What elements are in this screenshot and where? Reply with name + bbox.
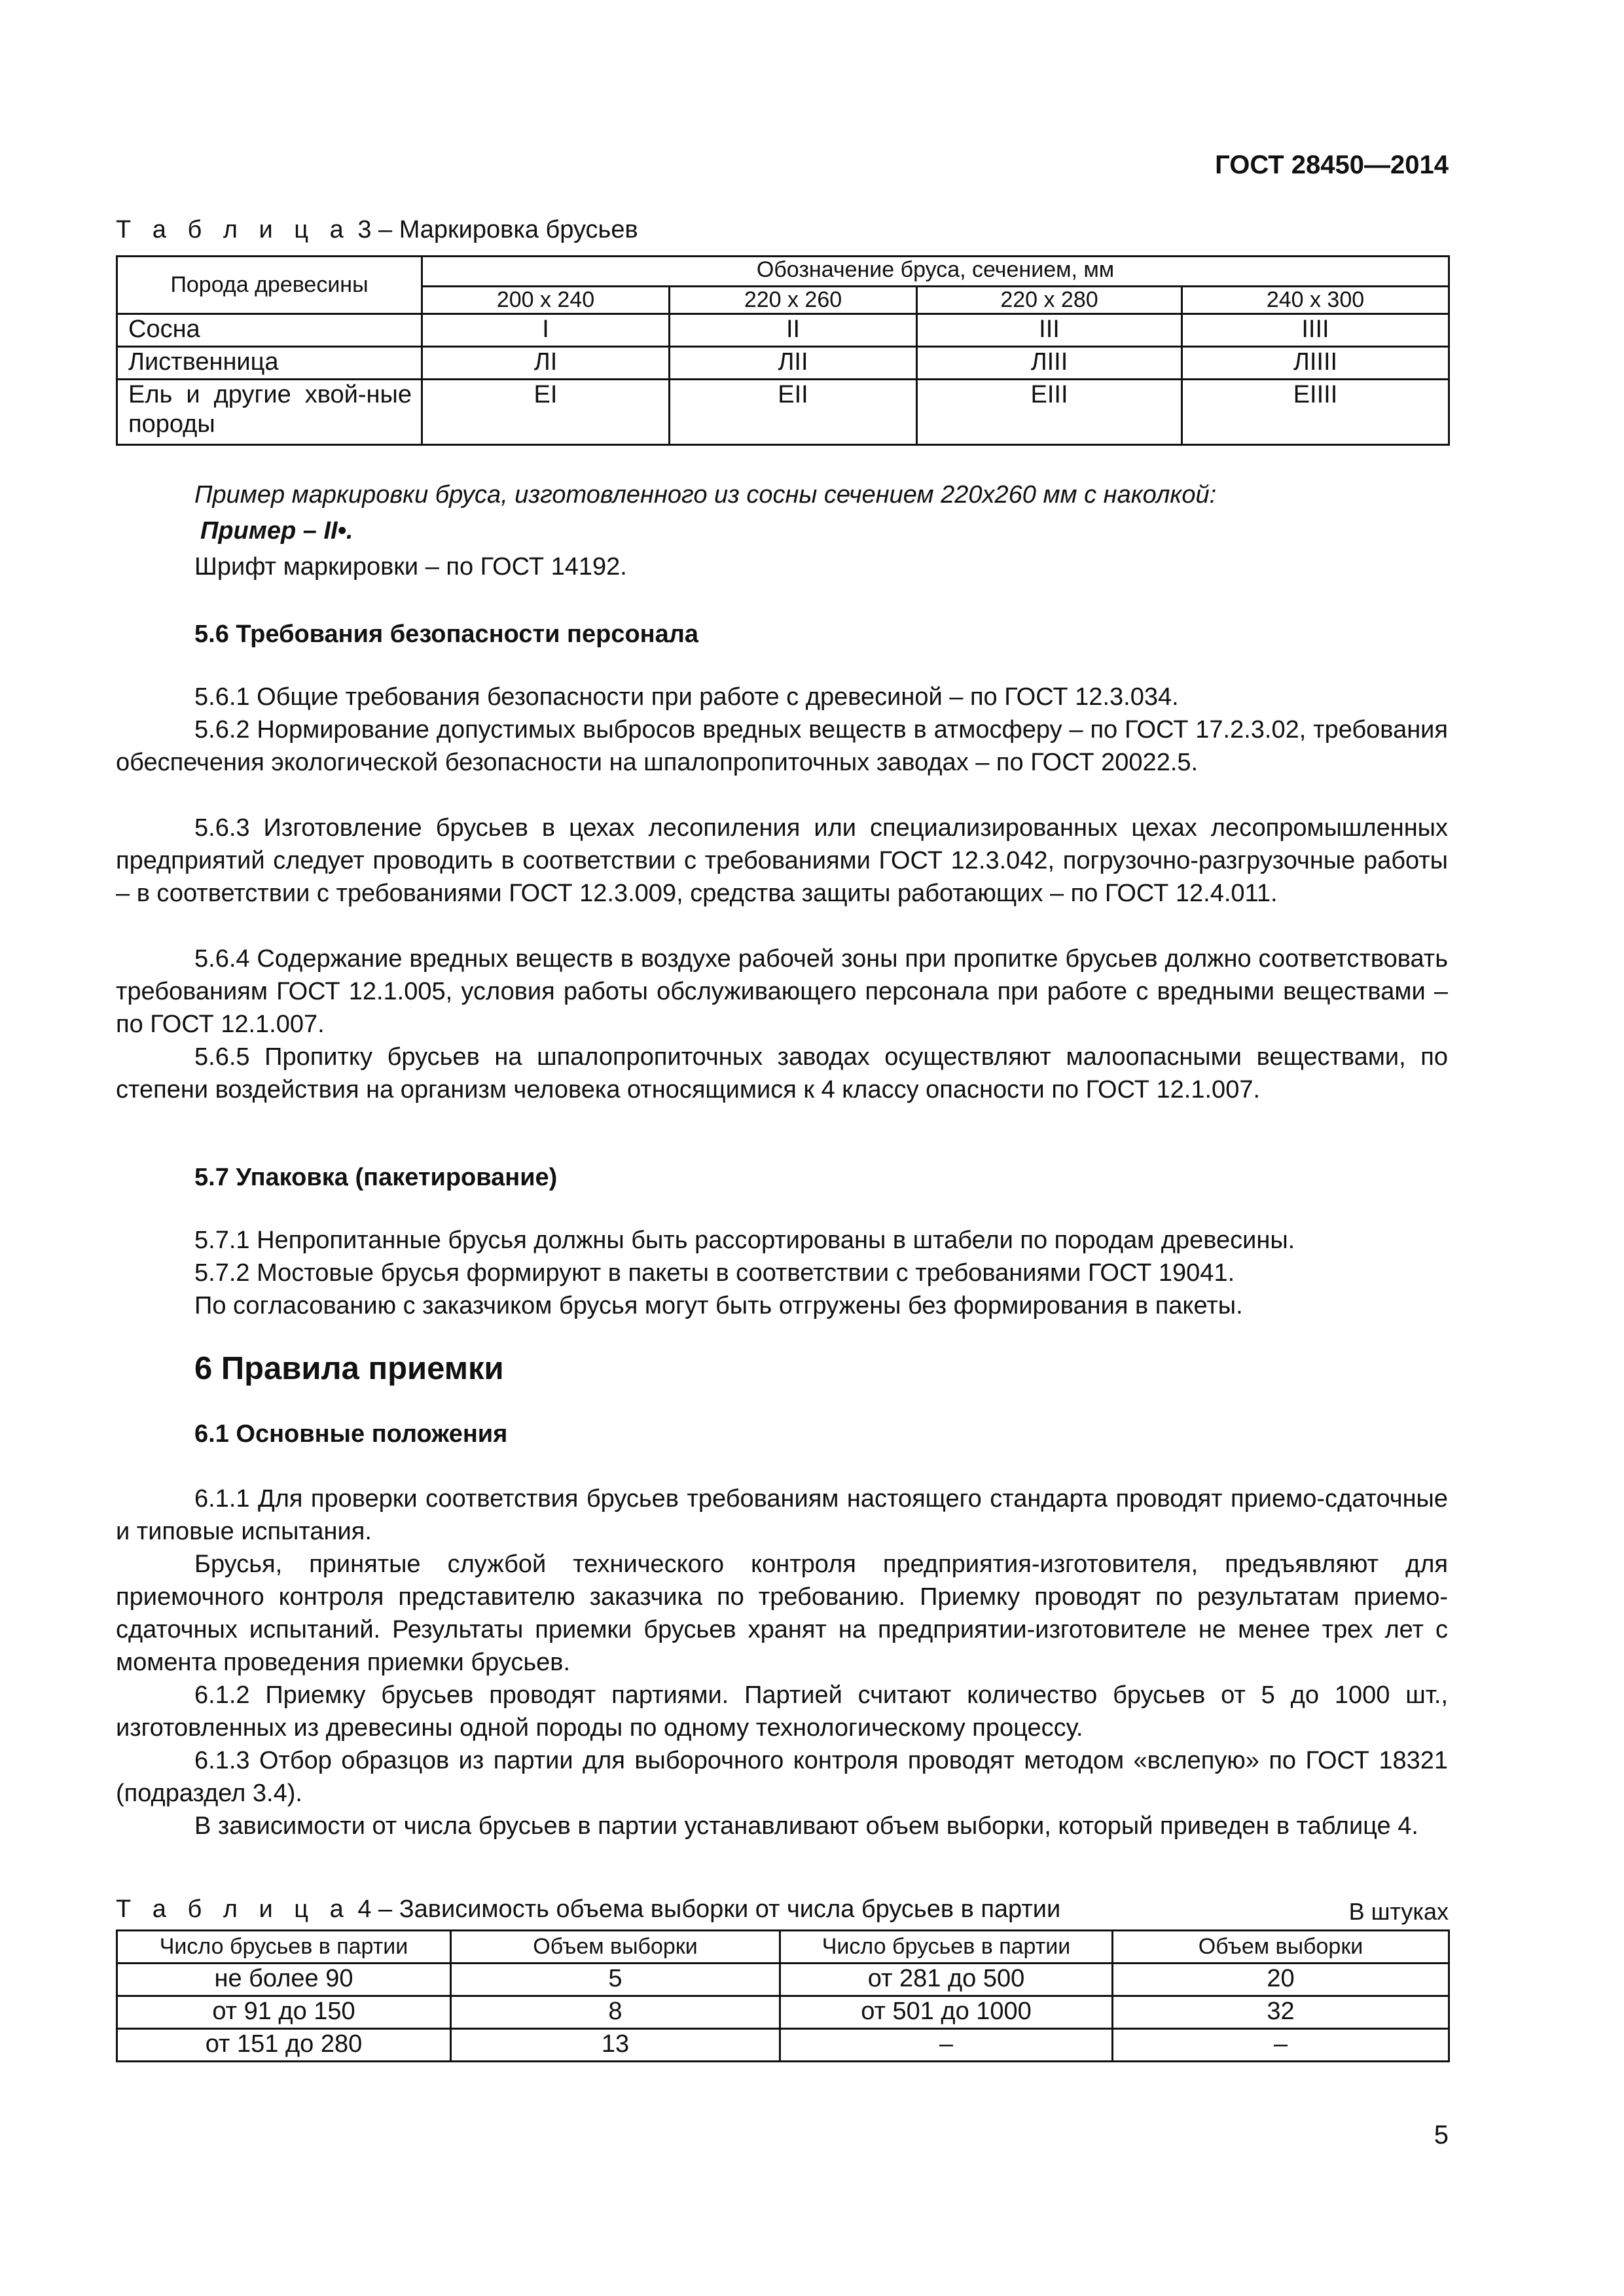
paragraph-5-6-3: 5.6.3 Изготовление брусьев в цехах лесопиления или специализированных цехах лесопромышленных предприятий следует проводить в соответствии с требованиями ГОСТ 12.3.042, погрузочно-разгрузочные работы – в соответствии с требованиями ГОСТ 12.3.009, средства защиты работающих – по ГОСТ 12.4.011. [116,814,1448,907]
marking-example-line: Пример маркировки бруса, изготовленного из сосны сечением 220х260 мм с наколкой: [194,481,1217,509]
paragraph-5-7-1: 5.7.1 Непропитанные брусья должны быть рассортированы в штабели по породам древесины. [194,1227,1295,1254]
paragraph-6-1-3-cont: В зависимости от числа брусьев в партии устанавливают объем выборки, который приведен в таблице 4. [194,1812,1418,1840]
paragraph-6-1-2: 6.1.2 Приемку брусьев проводят партиями. Партией считают количество брусьев от 5 до 1000 шт., изготовленных из древесины одной породы по одному технологическому процессу. [116,1681,1448,1742]
table-row [117,314,1449,347]
mark-cell: ЛIIII [1182,347,1449,380]
section-5-7-title: 5.7 Упаковка (пакетирование) [194,1164,558,1191]
header-size: 220 х 280 [917,287,1182,314]
sample-size-table [116,1929,1450,2062]
table3-caption [116,216,638,244]
mark-cell: IIII [1182,314,1449,347]
table-row [117,2029,1449,2062]
header-designation: Обозначение бруса, сечением, мм [422,257,1449,287]
table4-caption-word: Т а б л и ц а [116,1895,351,1923]
marking-table [116,255,1450,446]
mark-cell: EI [422,380,670,445]
table-cell: – [1113,2029,1449,2062]
header-size: 200 х 240 [422,287,670,314]
paragraph-6-1-1-cont: Брусья, принятые службой технического контроля предприятия-изготовителя, предъявляют для приемочного контроля представителю заказчика по требованию. Приемку проводят по результатам приемо-сдаточных испытаний. Результаты приемки брусьев хранят на предприятии-изготовителе не менее трех лет с момента проведения приемки брусьев. [116,1551,1448,1676]
mark-cell: III [917,314,1182,347]
table3-caption-word: Т а б л и ц а [116,216,351,243]
table4-units: В штуках [1348,1898,1449,1925]
paragraph-6-1-1: 6.1.1 Для проверки соответствия брусьев требованиям настоящего стандарта проводят приемо-сдаточные и типовые испытания. [116,1485,1448,1545]
table-row [117,1931,1449,1964]
section-5-6-title: 5.6 Требования безопасности персонала [194,620,699,648]
mark-cell: ЛIII [917,347,1182,380]
paragraph-5-6-2: 5.6.2 Нормирование допустимых выбросов вредных веществ в атмосферу – по ГОСТ 17.2.3.02, требования обеспечения экологической безопасности на шпалопропиточных заводах – по ГОСТ 20022.5. [116,716,1448,776]
section-6-1-title: 6.1 Основные положения [194,1420,508,1448]
table-cell: 20 [1113,1964,1449,1996]
species-cell: Ель и другие хвой-ные породы [117,380,422,445]
paragraph-5-6-5: 5.6.5 Пропитку брусьев на шпалопропиточных заводах осуществляют малоопасными веществами, по степени воздействия на организм человека относящимися к 4 классу опасности по ГОСТ 12.1.007. [116,1043,1448,1103]
section-6-title: 6 Правила приемки [194,1351,504,1386]
table-cell: 5 [451,1964,780,1996]
table-cell: 13 [451,2029,780,2062]
mark-cell: EII [670,380,917,445]
header-species: Порода древесины [117,257,422,314]
table-row [117,1996,1449,2029]
marking-example: Пример – II•. [200,517,353,545]
species-cell: Лиственница [117,347,422,380]
page-number: 5 [1434,2121,1449,2149]
mark-cell: I [422,314,670,347]
mark-cell: II [670,314,917,347]
table-row [117,380,1449,445]
table-row [117,257,1449,287]
table-cell: от 281 до 500 [780,1964,1113,1996]
header-size: 220 х 260 [670,287,917,314]
table-row [117,347,1449,380]
marking-font-note: Шрифт маркировки – по ГОСТ 14192. [194,553,627,581]
table4-caption-text: 4 – Зависимость объема выборки от числа брусьев в партии [350,1895,1061,1923]
standard-code: ГОСТ 28450—2014 [1215,151,1449,179]
paragraph-5-6-4: 5.6.4 Содержание вредных веществ в воздухе рабочей зоны при пропитке брусьев должно соответствовать требованиям ГОСТ 12.1.005, условия работы обслуживающего персонала при работе с вредными веществами – по ГОСТ 12.1.007. [116,945,1448,1038]
table-cell: 8 [451,1996,780,2029]
mark-cell: EIIII [1182,380,1449,445]
table-row [117,1964,1449,1996]
table-cell: 32 [1113,1996,1449,2029]
table4-caption [116,1895,1060,1924]
header-cell: Число брусьев в партии [117,1931,451,1964]
species-cell: Сосна [117,314,422,347]
table-cell: не более 90 [117,1964,451,1996]
paragraph-5-6-1: 5.6.1 Общие требования безопасности при работе с древесиной – по ГОСТ 12.3.034. [194,683,1179,711]
table-cell: от 501 до 1000 [780,1996,1113,2029]
header-size: 240 х 300 [1182,287,1449,314]
table-cell: от 151 до 280 [117,2029,451,2062]
paragraph-5-7-2: 5.7.2 Мостовые брусья формируют в пакеты в соответствии с требованиями ГОСТ 19041. [194,1259,1235,1287]
mark-cell: EIII [917,380,1182,445]
header-cell: Число брусьев в партии [780,1931,1113,1964]
mark-cell: ЛII [670,347,917,380]
table-cell: – [780,2029,1113,2062]
paragraph-6-1-3: 6.1.3 Отбор образцов из партии для выборочного контроля проводят методом «вслепую» по ГОСТ 18321 (подраздел 3.4). [116,1747,1448,1807]
mark-cell: ЛI [422,347,670,380]
table-cell: от 91 до 150 [117,1996,451,2029]
table3-caption-text: 3 – Маркировка брусьев [350,216,638,243]
header-cell: Объем выборки [451,1931,780,1964]
paragraph-5-7-note: По согласованию с заказчиком брусья могут быть отгружены без формирования в пакеты. [194,1292,1243,1319]
header-cell: Объем выборки [1113,1931,1449,1964]
